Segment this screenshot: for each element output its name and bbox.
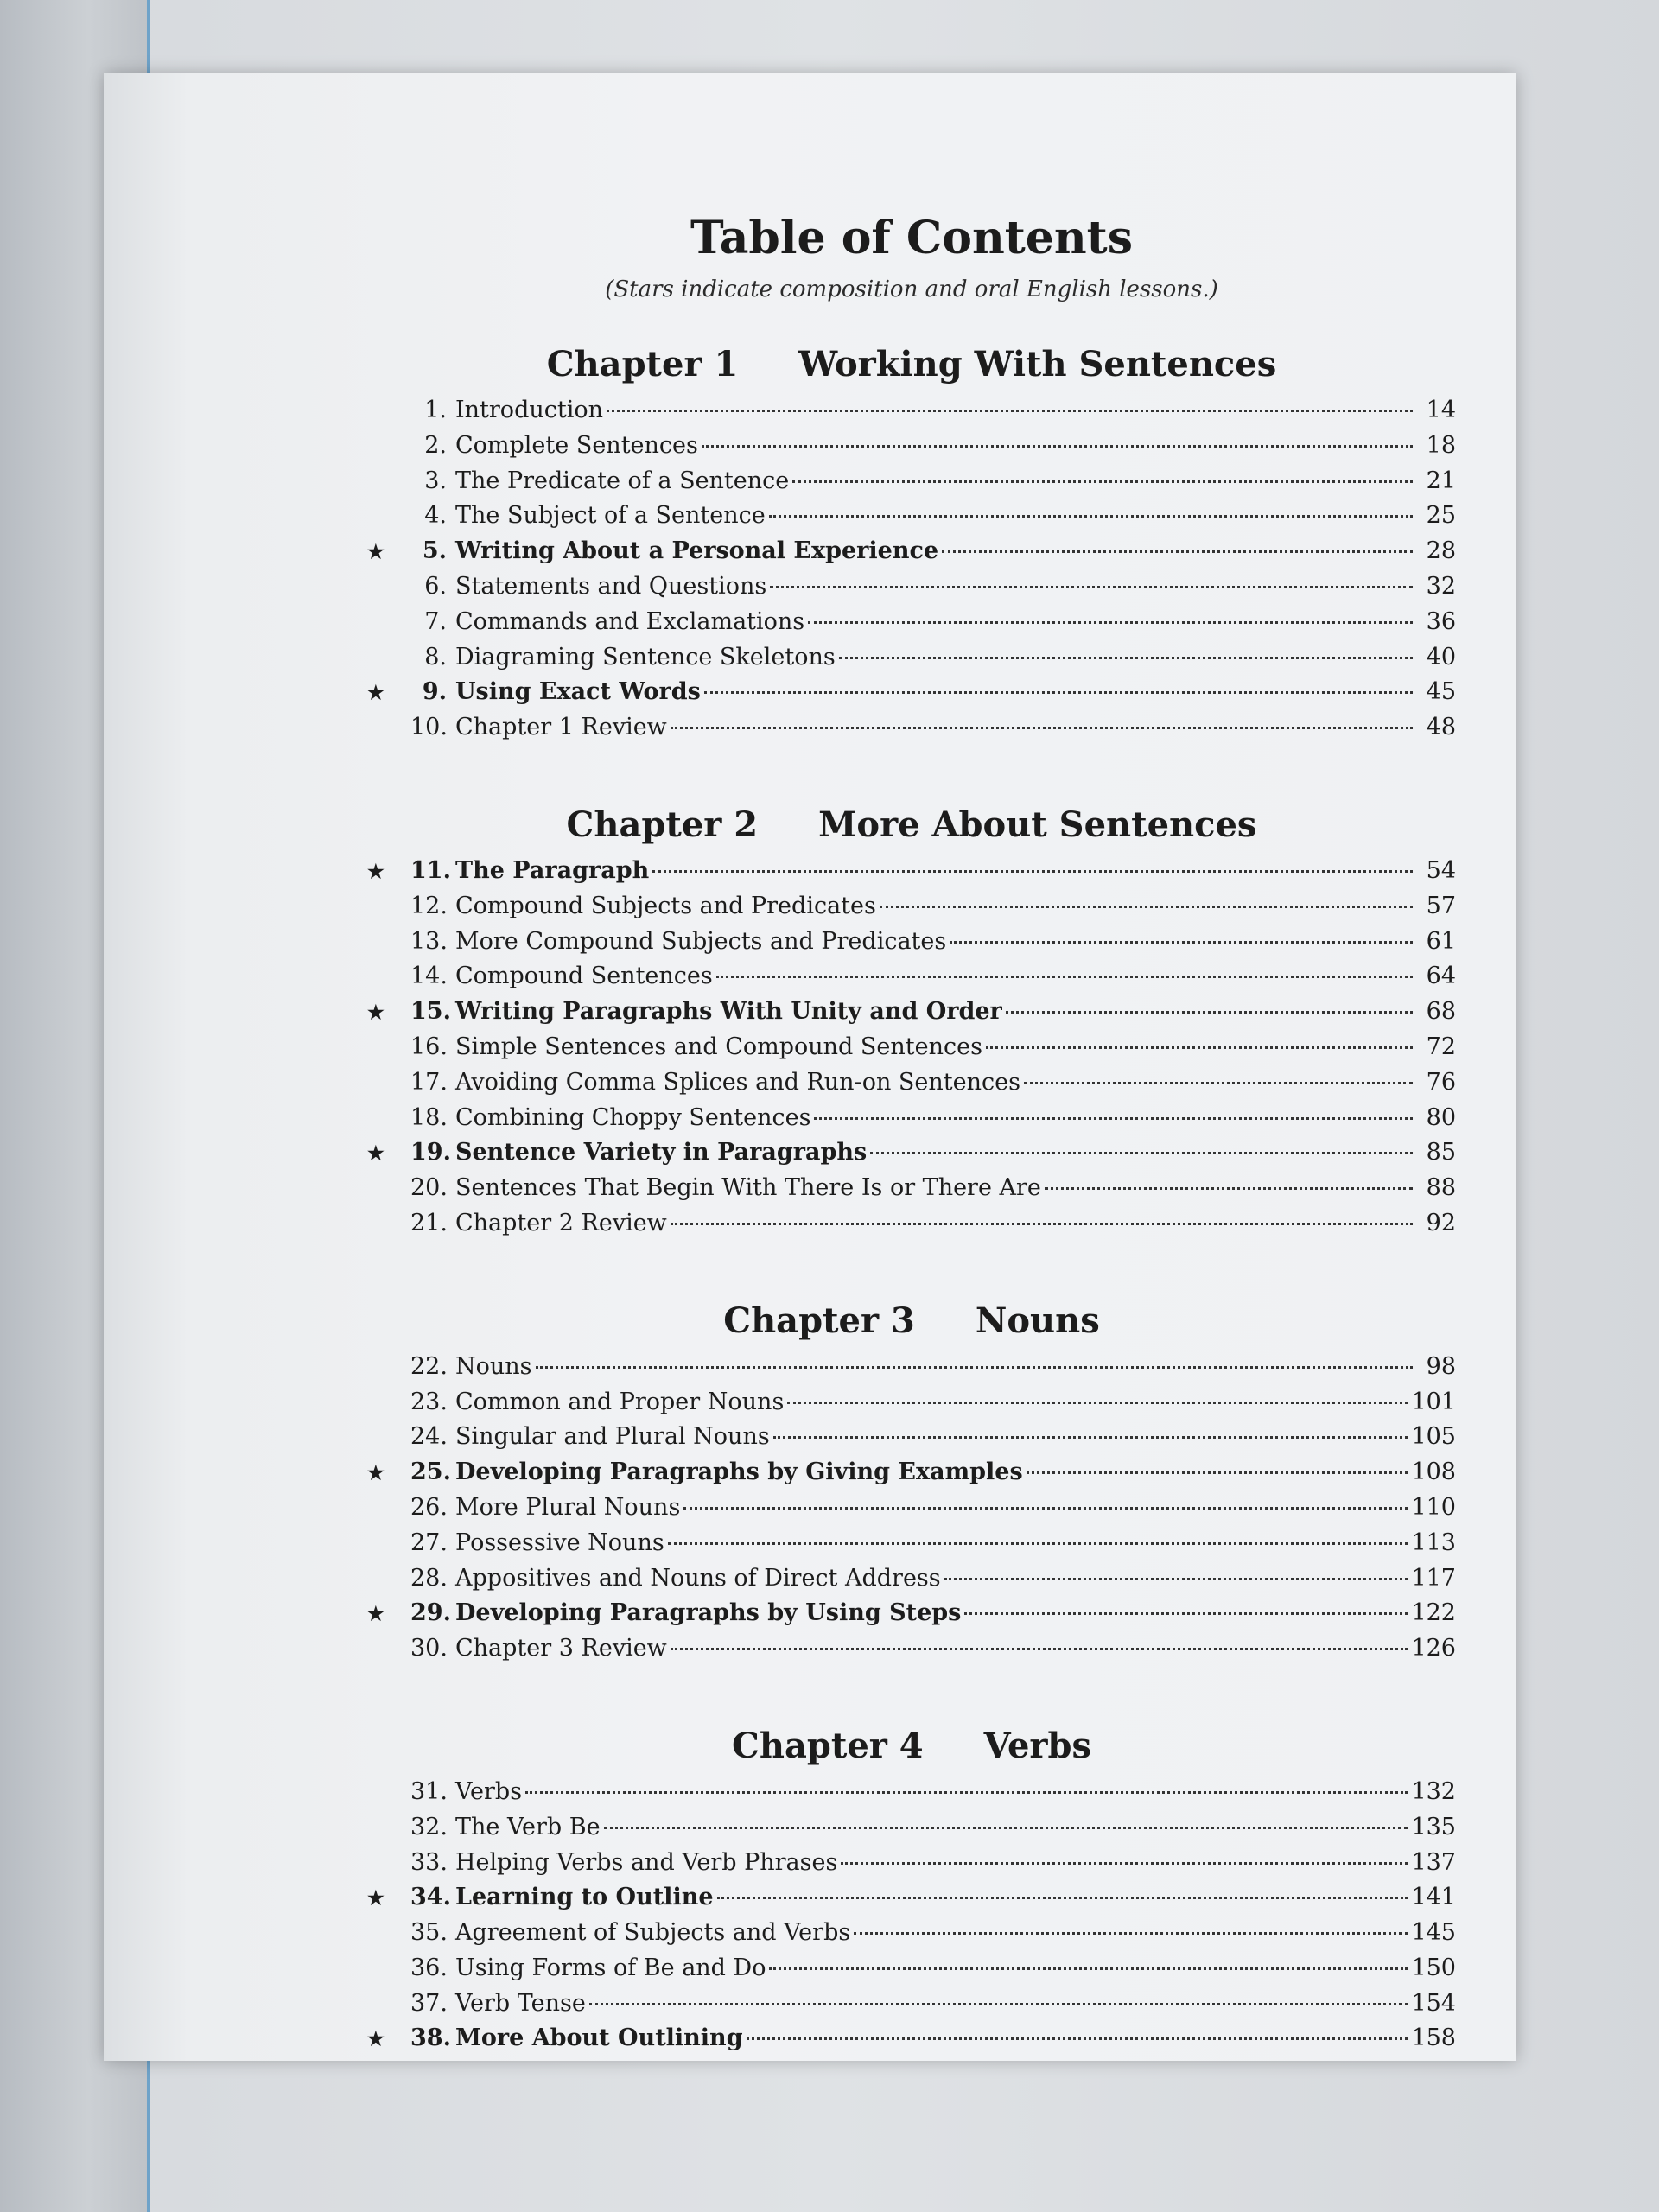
- lesson-number: 9.: [422, 678, 447, 706]
- lesson-title: Statements and Questions: [455, 572, 767, 600]
- toc-entry[interactable]: [367, 1849, 1456, 1885]
- lesson-title: Verbs: [455, 1777, 523, 1805]
- page-number: 76: [1426, 1068, 1456, 1096]
- toc-entry[interactable]: [367, 1033, 1456, 1069]
- lesson-title: The Paragraph: [455, 856, 650, 884]
- toc-entry[interactable]: [367, 893, 1456, 928]
- lesson-title: Developing Paragraphs by Using Steps: [455, 1599, 962, 1627]
- lesson-title: Nouns: [455, 1352, 532, 1380]
- page-number: 150: [1411, 1954, 1456, 1981]
- toc-entry[interactable]: [367, 1459, 1456, 1494]
- chapter-title: Nouns: [975, 1300, 1100, 1341]
- lesson-title: More Plural Nouns: [455, 1493, 681, 1521]
- star-icon: ★: [367, 1142, 385, 1166]
- page-number: 18: [1426, 431, 1456, 459]
- dot-leader: [1024, 1082, 1413, 1084]
- dot-leader: [950, 941, 1413, 944]
- page-number: 64: [1426, 963, 1456, 990]
- dot-leader: [589, 2003, 1408, 2005]
- toc-entry[interactable]: [367, 1389, 1456, 1424]
- lesson-title: Verb Tense: [455, 1989, 586, 2017]
- dot-leader: [1045, 1187, 1413, 1190]
- page-number: 40: [1426, 643, 1456, 671]
- dot-leader: [1027, 1471, 1408, 1474]
- chapter-label: Chapter 1: [546, 344, 739, 385]
- chapter-label: Chapter 4: [732, 1725, 924, 1766]
- page-number: 108: [1411, 1459, 1456, 1486]
- toc-entry[interactable]: [367, 1494, 1456, 1529]
- lesson-title: Using Forms of Be and Do: [455, 1954, 766, 1981]
- lesson-number: 14.: [410, 963, 448, 990]
- page-number: 61: [1426, 927, 1456, 955]
- toc-entry[interactable]: [367, 998, 1456, 1033]
- lesson-number: 3.: [424, 467, 447, 494]
- dot-leader: [870, 1152, 1413, 1154]
- dot-leader: [769, 515, 1413, 518]
- lesson-number: 20.: [410, 1174, 448, 1202]
- lesson-number: 32.: [410, 1813, 448, 1840]
- chapter-title: More About Sentences: [818, 804, 1257, 845]
- dot-leader: [839, 657, 1413, 659]
- lesson-number: 29.: [410, 1599, 451, 1627]
- dot-leader: [770, 586, 1413, 588]
- dot-leader: [607, 410, 1413, 412]
- dot-leader: [683, 1507, 1408, 1510]
- toc-entry[interactable]: [367, 467, 1456, 503]
- toc-entry[interactable]: [367, 573, 1456, 608]
- dot-leader: [536, 1366, 1413, 1369]
- lesson-number: 36.: [410, 1954, 448, 1981]
- lesson-title: Writing About a Personal Experience: [455, 537, 939, 565]
- lesson-title: Sentences That Begin With There Is or There Are: [455, 1174, 1041, 1202]
- toc-entry[interactable]: [367, 1884, 1456, 1919]
- lesson-number: 21.: [410, 1209, 448, 1236]
- chapter-section: [367, 804, 1456, 1245]
- toc-entry[interactable]: [367, 928, 1456, 963]
- lesson-title: More About Outlining: [455, 2024, 743, 2052]
- dot-leader: [525, 1791, 1408, 1794]
- page-number: 32: [1426, 572, 1456, 600]
- star-icon: ★: [367, 1001, 385, 1025]
- lesson-number: 38.: [410, 2024, 451, 2052]
- toc-entry[interactable]: [367, 1565, 1456, 1600]
- star-icon: ★: [367, 1462, 385, 1485]
- chapter-title: Working With Sentences: [798, 344, 1277, 385]
- toc-entry[interactable]: [367, 1174, 1456, 1210]
- lesson-number: 15.: [410, 998, 451, 1026]
- chapter-heading: [367, 804, 1456, 845]
- toc-entry[interactable]: [367, 1955, 1456, 1990]
- chapter-heading: [367, 1726, 1456, 1766]
- lesson-number: 12.: [410, 892, 448, 919]
- lesson-title: The Predicate of a Sentence: [455, 467, 790, 494]
- page-number: 80: [1426, 1103, 1456, 1131]
- lesson-title: Agreement of Subjects and Verbs: [455, 1919, 851, 1947]
- book-page: [104, 73, 1516, 2061]
- toc-entry[interactable]: [367, 1814, 1456, 1849]
- page-number: 88: [1426, 1174, 1456, 1202]
- chapter-label: Chapter 3: [723, 1300, 915, 1341]
- lesson-title: Writing Paragraphs With Unity and Order: [455, 998, 1002, 1026]
- lesson-title: Diagraming Sentence Skeletons: [455, 643, 836, 671]
- toc-entry[interactable]: [367, 1778, 1456, 1814]
- page-title: Table of Contents: [690, 212, 1133, 264]
- dot-leader: [773, 1436, 1408, 1439]
- lesson-number: 22.: [410, 1352, 448, 1380]
- lesson-number: 27.: [410, 1529, 448, 1556]
- lesson-number: 16.: [410, 1033, 448, 1060]
- page-number: 48: [1426, 714, 1456, 741]
- lesson-title: Chapter 3 Review: [455, 1635, 667, 1662]
- toc-entry[interactable]: [367, 2024, 1456, 2060]
- lesson-number: 25.: [410, 1459, 451, 1486]
- star-icon: ★: [367, 860, 385, 883]
- lesson-list: [367, 857, 1456, 1245]
- page-number: 141: [1411, 1884, 1456, 1911]
- lesson-number: 5.: [422, 537, 447, 565]
- star-icon: ★: [367, 682, 385, 705]
- dot-leader: [854, 1932, 1408, 1935]
- toc-entry[interactable]: [367, 1635, 1456, 1670]
- lesson-title: Possessive Nouns: [455, 1529, 664, 1556]
- lesson-title: More Compound Subjects and Predicates: [455, 927, 947, 955]
- lesson-number: 26.: [410, 1493, 448, 1521]
- toc-entry[interactable]: [367, 1990, 1456, 2025]
- star-icon: ★: [367, 2028, 385, 2051]
- lesson-number: 35.: [410, 1919, 448, 1947]
- page-number: 132: [1411, 1777, 1456, 1805]
- toc-entry[interactable]: [367, 1139, 1456, 1174]
- lesson-title: Chapter 1 Review: [455, 714, 667, 741]
- page-number: 57: [1426, 892, 1456, 919]
- dot-leader: [716, 976, 1413, 978]
- page-number: 145: [1411, 1919, 1456, 1947]
- page-number: 68: [1426, 998, 1456, 1026]
- toc-entry[interactable]: [367, 1599, 1456, 1635]
- lesson-list: [367, 1353, 1456, 1670]
- lesson-title: Introduction: [455, 397, 603, 423]
- chapter-heading: [367, 344, 1456, 385]
- dot-leader: [704, 691, 1413, 694]
- page-number: 14: [1426, 397, 1456, 423]
- toc-entry[interactable]: [367, 857, 1456, 893]
- lesson-title: The Subject of a Sentence: [455, 502, 766, 530]
- page-number: 36: [1426, 607, 1456, 635]
- toc-entry[interactable]: [367, 1069, 1456, 1104]
- dot-leader: [747, 2037, 1408, 2040]
- lesson-title: Simple Sentences and Compound Sentences: [455, 1033, 982, 1060]
- toc-entry[interactable]: [367, 1919, 1456, 1955]
- lesson-title: The Verb Be: [455, 1813, 601, 1840]
- page-number: 117: [1411, 1564, 1456, 1592]
- page-number: 158: [1411, 2024, 1456, 2052]
- lesson-title: Appositives and Nouns of Direct Address: [455, 1564, 941, 1592]
- lesson-title: Singular and Plural Nouns: [455, 1423, 770, 1451]
- dot-leader: [1006, 1011, 1413, 1014]
- lesson-number: 2.: [424, 431, 447, 459]
- page-number: 110: [1411, 1493, 1456, 1521]
- toc-entry[interactable]: [367, 502, 1456, 537]
- star-icon: ★: [367, 1887, 385, 1910]
- lesson-number: 6.: [424, 572, 447, 600]
- lesson-title: Using Exact Words: [455, 678, 701, 706]
- dot-leader: [986, 1046, 1413, 1049]
- page-number: 126: [1411, 1635, 1456, 1662]
- dot-leader: [814, 1117, 1413, 1120]
- dot-leader: [841, 1862, 1408, 1865]
- lesson-number: 31.: [410, 1777, 448, 1805]
- page-number: 45: [1426, 678, 1456, 706]
- page-number: 54: [1426, 856, 1456, 884]
- lesson-number: 24.: [410, 1423, 448, 1451]
- dot-leader: [964, 1612, 1408, 1615]
- dot-leader: [769, 1967, 1408, 1970]
- lesson-number: 30.: [410, 1635, 448, 1662]
- toc-entry[interactable]: [367, 1353, 1456, 1389]
- lesson-number: 34.: [410, 1884, 451, 1911]
- dot-leader: [944, 1578, 1408, 1580]
- lesson-number: 13.: [410, 927, 448, 955]
- lesson-title: Complete Sentences: [455, 431, 698, 459]
- page-number: 105: [1411, 1423, 1456, 1451]
- toc-entry[interactable]: [367, 432, 1456, 467]
- page-number: 25: [1426, 502, 1456, 530]
- dot-leader: [604, 1827, 1408, 1829]
- page-subtitle: (Stars indicate composition and oral English lessons.): [605, 276, 1218, 302]
- star-icon: ★: [367, 541, 385, 564]
- toc-entry[interactable]: [367, 537, 1456, 573]
- toc-entry[interactable]: [367, 714, 1456, 749]
- lesson-number: 19.: [410, 1139, 451, 1166]
- lesson-title: Compound Sentences: [455, 963, 713, 990]
- lesson-list: [367, 1778, 1456, 2060]
- dot-leader: [652, 870, 1413, 873]
- lesson-number: 37.: [410, 1989, 448, 2017]
- lesson-title: Commands and Exclamations: [455, 607, 805, 635]
- page-number: 72: [1426, 1033, 1456, 1060]
- dot-leader: [717, 1897, 1408, 1899]
- lesson-number: 28.: [410, 1564, 448, 1592]
- lesson-list: [367, 397, 1456, 749]
- dot-leader: [671, 727, 1413, 729]
- page-number: 154: [1411, 1989, 1456, 2017]
- chapter-heading: [367, 1300, 1456, 1341]
- page-number: 113: [1411, 1529, 1456, 1556]
- lesson-number: 8.: [424, 643, 447, 671]
- lesson-number: 33.: [410, 1848, 448, 1876]
- toc-entry[interactable]: [367, 1423, 1456, 1459]
- lesson-title: Common and Proper Nouns: [455, 1388, 785, 1415]
- dot-leader: [702, 445, 1413, 448]
- page-number: 101: [1411, 1388, 1456, 1415]
- toc-entry[interactable]: [367, 963, 1456, 998]
- toc-entry[interactable]: [367, 1210, 1456, 1245]
- page-number: 135: [1411, 1813, 1456, 1840]
- toc-entry[interactable]: [367, 644, 1456, 679]
- chapter-label: Chapter 2: [566, 804, 759, 845]
- page-number: 122: [1411, 1599, 1456, 1627]
- page-number: 28: [1426, 537, 1456, 565]
- dot-leader: [671, 1223, 1413, 1225]
- lesson-number: 7.: [424, 607, 447, 635]
- page-number: 137: [1411, 1848, 1456, 1876]
- star-icon: ★: [367, 1603, 385, 1626]
- lesson-title: Compound Subjects and Predicates: [455, 892, 876, 919]
- chapter-section: [367, 1300, 1456, 1670]
- lesson-title: Sentence Variety in Paragraphs: [455, 1139, 868, 1166]
- dot-leader: [668, 1542, 1408, 1545]
- toc-content: [367, 212, 1456, 2115]
- toc-entry[interactable]: [367, 608, 1456, 644]
- page-number: 21: [1426, 467, 1456, 494]
- page-number: 85: [1426, 1139, 1456, 1166]
- lesson-number: 10.: [410, 714, 448, 741]
- lesson-number: 4.: [424, 502, 447, 530]
- lesson-number: 1.: [424, 397, 447, 423]
- dot-leader: [787, 1402, 1408, 1404]
- lesson-title: Developing Paragraphs by Giving Examples: [455, 1459, 1023, 1486]
- dot-leader: [880, 906, 1413, 908]
- toc-entry[interactable]: [367, 1529, 1456, 1565]
- dot-leader: [808, 621, 1413, 624]
- page-number: 92: [1426, 1209, 1456, 1236]
- lesson-title: Learning to Outline: [455, 1884, 714, 1911]
- lesson-title: Combining Choppy Sentences: [455, 1103, 811, 1131]
- page-number: 98: [1426, 1352, 1456, 1380]
- lesson-number: 23.: [410, 1388, 448, 1415]
- chapter-list: [367, 344, 1456, 2060]
- chapter-section: [367, 344, 1456, 749]
- lesson-title: Helping Verbs and Verb Phrases: [455, 1848, 838, 1876]
- dot-leader: [792, 480, 1413, 483]
- toc-entry[interactable]: [367, 1104, 1456, 1140]
- lesson-number: 11.: [410, 856, 451, 884]
- dot-leader: [942, 550, 1413, 553]
- toc-entry[interactable]: [367, 397, 1456, 432]
- chapter-section: [367, 1726, 1456, 2060]
- chapter-title: Verbs: [983, 1725, 1091, 1766]
- lesson-title: Avoiding Comma Splices and Run-on Sentences: [455, 1068, 1020, 1096]
- lesson-number: 17.: [410, 1068, 448, 1096]
- dot-leader: [671, 1648, 1408, 1650]
- lesson-number: 18.: [410, 1103, 448, 1131]
- toc-entry[interactable]: [367, 678, 1456, 714]
- lesson-title: Chapter 2 Review: [455, 1209, 667, 1236]
